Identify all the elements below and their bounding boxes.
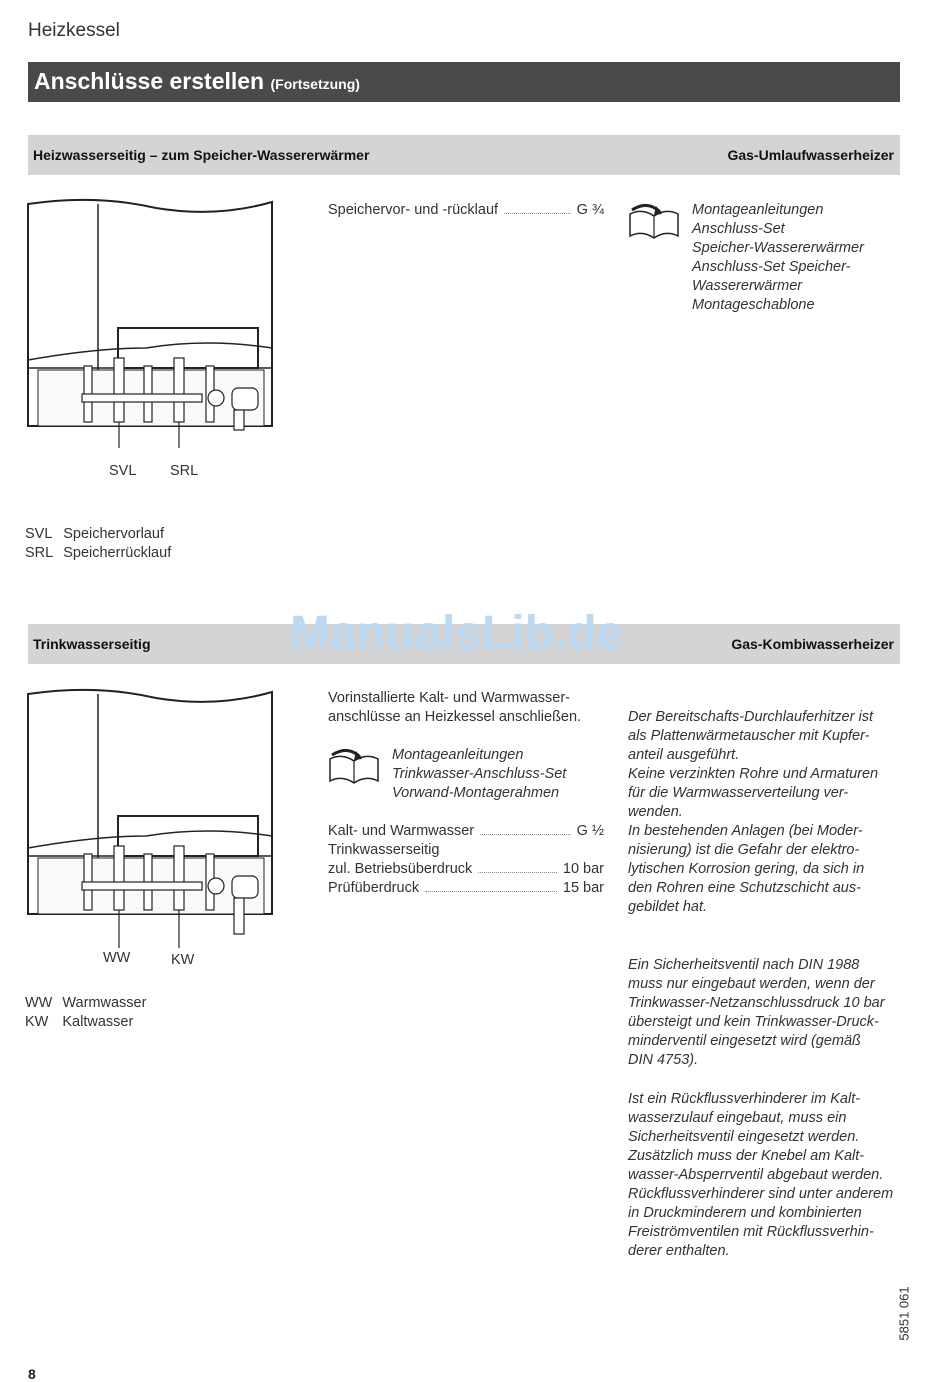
boiler-connection-diagram-1 — [26, 198, 276, 458]
fig-label-kw: KW — [171, 952, 195, 968]
spec-heading: Trinkwasserseitig — [328, 842, 440, 858]
page-title: Anschlüsse erstellen (Fortsetzung) — [34, 68, 360, 94]
legend-row: SRL Speicherrücklauf — [25, 545, 172, 561]
intro-text: Vorinstallierte Kalt- und Warmwasser- anschlüsse an Heizkessel anschließen. — [328, 690, 582, 725]
spec-row-kalt-warm: Kalt- und Warmwasser G ½ — [328, 823, 604, 839]
spec-row-betriebsueberdruck: zul. Betriebsüberdruck 10 bar — [328, 861, 604, 877]
spec-row-speicher: Speichervor- und -rücklauf G ¾ — [328, 202, 604, 218]
fig-label-svl: SVL — [109, 463, 137, 479]
section-title: Trinkwasserseitig — [33, 636, 151, 652]
legend-2 — [25, 994, 156, 1032]
page-title-bar — [28, 62, 900, 102]
section-device: Gas-Umlaufwasserheizer — [727, 147, 894, 163]
notes-paragraph-3: Ist ein Rückflussverhinderer im Kalt- wasserzulauf eingebaut, muss ein Sicherheitsventil eingesetzt werden. Zusätzlich muss der Knebel am Kalt- wasser-Absperrventil abgebaut werden. Rückflussverhinderer sind unter anderem in Druckminderern und kombinierten Freiströmventilen mit Rückflussverhin- derer enthalten. — [628, 1091, 894, 1259]
legend-row: WW Warmwasser — [25, 995, 147, 1011]
reference-list-1: Montageanleitungen Anschluss-Set Speicher-Wassererwärmer Anschluss-Set Speicher- Wassererwärmer Montageschablone — [692, 202, 864, 313]
notes-paragraph-1: Der Bereitschafts-Durchlauferhitzer ist als Plattenwärmetauscher mit Kupfer- anteil ausgeführt. Keine verzinkten Rohre und Armaturen für die Warmwasserverteilung ver- wenden. In bestehenden Anlagen (bei Moder- nisierung) ist die Gefahr der elektro- lytischen Korrosion gering, da sich in den Rohren eine Schutzschicht aus- gebildet hat. — [628, 709, 879, 915]
legend-row: KW Kaltwasser — [25, 1014, 134, 1030]
notes-paragraph-2: Ein Sicherheitsventil nach DIN 1988 muss nur eingebaut werden, wenn der Trinkwasser-Netzanschlussdruck 10 bar übersteigt und kein Trinkwasser-Druck- minderventil eingesetzt wird (gemäß DIN 4753). — [628, 957, 885, 1068]
book-icon — [626, 200, 682, 242]
section-bar-heizwasser — [28, 135, 900, 175]
spec-row-pruefueberdruck: Prüfüberdruck 15 bar — [328, 880, 604, 896]
reference-list-2: Montageanleitungen Trinkwasser-Anschluss-Set Vorwand-Montagerahmen — [392, 747, 567, 801]
running-header: Heizkessel — [28, 20, 120, 41]
section-device: Gas-Kombiwasserheizer — [731, 636, 894, 652]
legend-row: SVL Speichervorlauf — [25, 526, 164, 542]
document-code: 5851 061 — [896, 1286, 912, 1341]
legend-1 — [25, 525, 181, 563]
page-number: 8 — [28, 1366, 36, 1382]
spec-block — [328, 822, 604, 898]
watermark: ManualsLib.de — [290, 607, 624, 660]
fig-label-srl: SRL — [170, 463, 199, 479]
page-title-suffix: (Fortsetzung) — [270, 76, 360, 92]
fig-label-ww: WW — [103, 950, 131, 966]
section-title: Heizwasserseitig – zum Speicher-Wassererwärmer — [33, 147, 370, 163]
boiler-connection-diagram-2 — [26, 688, 276, 950]
book-icon — [326, 745, 382, 787]
